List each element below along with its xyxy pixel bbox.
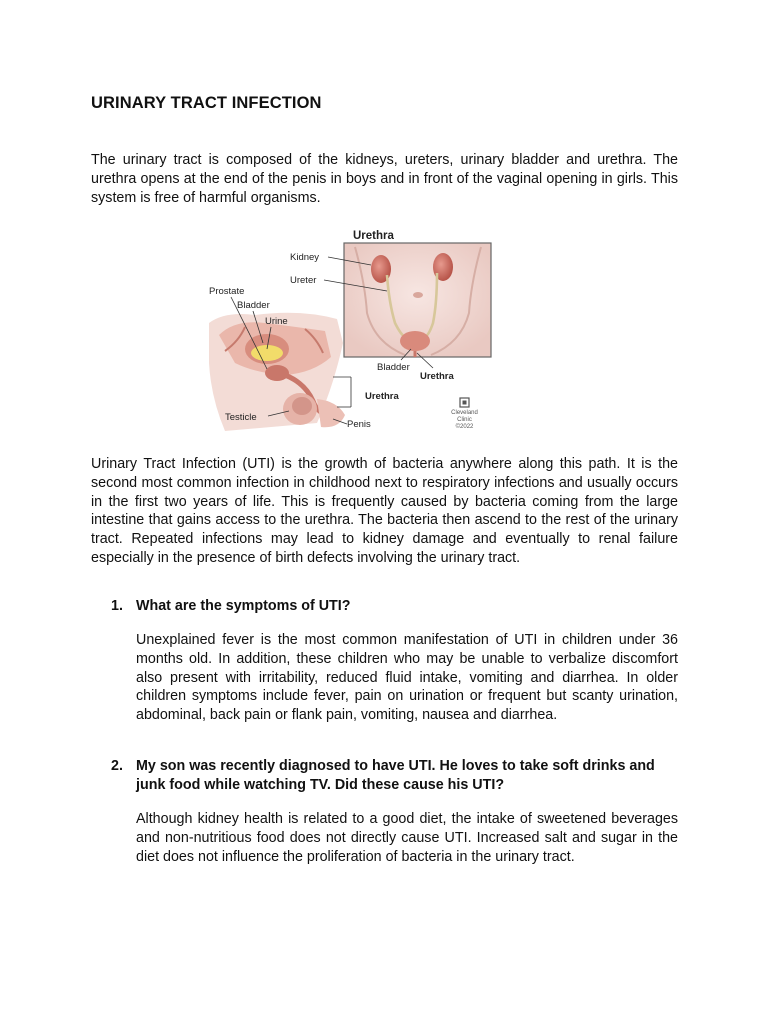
bladder-inset <box>400 331 430 351</box>
label-ureter: Ureter <box>290 275 317 286</box>
label-urethra-left: Urethra <box>365 391 399 402</box>
label-urethra-right: Urethra <box>420 371 454 382</box>
figure-heading: Urethra <box>353 230 394 242</box>
faq-question: My son was recently diagnosed to have UTI. He loves to take soft drinks and junk food while watching TV. Did these cause his UTI? <box>136 758 655 793</box>
intro-paragraph: The urinary tract is composed of the kidneys, ureters, urinary bladder and urethra. The urethra opens at the end of the penis in boys and in front of the vaginal opening in girls. This system is free of harmful organisms. <box>91 152 678 206</box>
faq-number: 1. <box>111 598 123 614</box>
label-bladder-left: Bladder <box>237 300 270 311</box>
faq-question: What are the symptoms of UTI? <box>136 598 351 614</box>
faq-answer: Unexplained fever is the most common manifestation of UTI in children under 36 months old. In addition, these children who may be unable to verbalize discomfort also present with irritability, reduced fluid intake, vomiting and diarrhea. In older children symptoms include fever, pain on urination or frequent but scanty urination, abdominal, back pain or flank pain, vomiting, nausea and diarrhea. <box>136 632 678 724</box>
anatomy-diagram <box>205 223 497 435</box>
torso-inset <box>344 243 491 357</box>
label-urine: Urine <box>265 316 288 327</box>
navel <box>413 292 423 298</box>
body-paragraph: Urinary Tract Infection (UTI) is the growth of bacteria anywhere along this path. It is the second most common infection in childhood next to respiratory infections and usually occurs in the first two years of life. This is frequently caused by bacteria coming from the large intestine that gains access to the urethra. The bacteria then ascend to the rest of the urinary tract. Repeated infections may lead to kidney damage and eventually to renal failure especially in the presence of birth defects involving the urinary tract. <box>91 456 678 566</box>
credit-year: ©2022 <box>455 424 474 430</box>
label-testicle: Testicle <box>225 412 257 423</box>
faq-number: 2. <box>111 758 123 774</box>
credit-line1: Cleveland <box>451 410 478 416</box>
label-kidney: Kidney <box>290 252 320 263</box>
document-title: URINARY TRACT INFECTION <box>91 94 322 112</box>
prostate-shape <box>265 365 289 381</box>
label-prostate: Prostate <box>209 286 245 297</box>
label-penis: Penis <box>347 419 371 430</box>
label-bladder-right: Bladder <box>377 362 410 373</box>
urinary-tract-illustration <box>205 223 497 435</box>
faq-answer: Although kidney health is related to a good diet, the intake of sweetened beverages and non-nutritious food does not directly cause UTI. Increased salt and sugar in the diet does not influence the proliferation of bacteria in the urinary tract. <box>136 811 678 865</box>
credit-line2: Clinic <box>457 417 472 423</box>
